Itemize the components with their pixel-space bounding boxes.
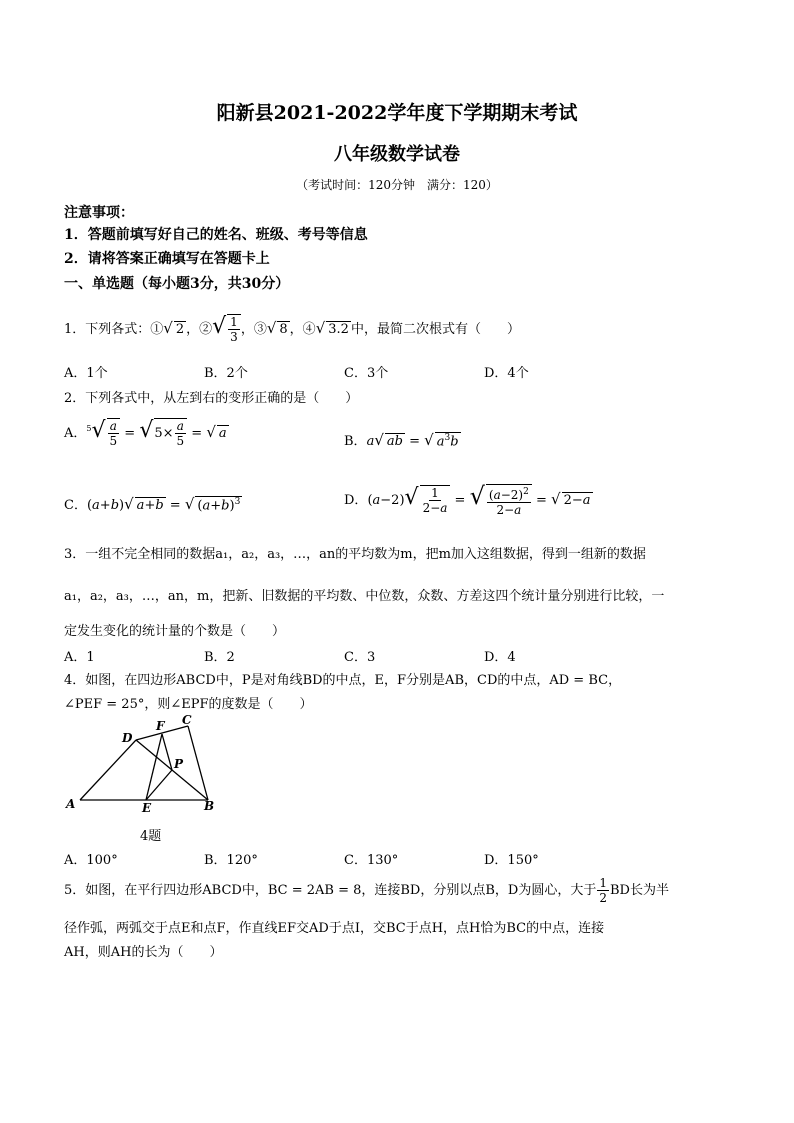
q1-sep-2: ，②	[186, 322, 213, 337]
q3-option-c: C．3	[344, 650, 376, 665]
q1-radical-1: 2	[175, 322, 185, 337]
q2-option-c: C．(a+b)√ a+b = √ $(a+b)^3$	[64, 495, 241, 513]
q1-option-b: B．2个	[204, 366, 248, 381]
label-d: D	[122, 731, 133, 745]
q1-stem-prefix: 1．下列各式：①	[64, 322, 164, 337]
segment-bc	[188, 726, 208, 800]
q1-option-a: A．1个	[64, 366, 108, 381]
q2-option-c-label: C．	[64, 498, 87, 513]
q1-radical-4: 3.2	[328, 322, 349, 337]
q4-option-d: D．150°	[484, 853, 539, 868]
q2-option-d: D．(a−2)√ $\frac{1}{2-a}$ = √ $\frac{(a-2)^2}{2-a}$ = √ 2−a	[344, 482, 591, 517]
notes-heading: 注意事项：	[64, 205, 134, 221]
q5-line-1-post: BD长为半	[609, 883, 669, 898]
q3-option-d: D．4	[484, 650, 516, 665]
q2-option-b-label: B．	[344, 434, 367, 449]
q1-sep-3: ，③	[240, 322, 267, 337]
label-e: E	[142, 801, 152, 815]
q1-option-d: D．4个	[484, 366, 529, 381]
label-b: B	[204, 799, 215, 813]
label-p: P	[174, 757, 184, 771]
q4-option-c: C．130°	[344, 853, 399, 868]
segment-fp	[162, 734, 172, 770]
q1-option-c: C．3个	[344, 366, 389, 381]
q4-line-2: ∠PEF = 25°，则∠EPF的度数是（ ）	[64, 697, 313, 712]
q2-option-a-label: A．	[64, 426, 87, 441]
q5-line-1-pre: 5．如图，在平行四边形ABCD中，BC = 2AB = 8，连接BD，分别以点B，D为圆心，大于	[64, 883, 597, 898]
q4-quadrilateral-figure	[64, 712, 234, 842]
q5-line-2: 径作弧，两弧交于点E和点F，作直线EF交AD于点I，交BC于点H，点H恰为BC的中点，连接	[64, 921, 605, 936]
question-1: 1．下列各式：①√ 2 ，②√ $\frac{1}{3}$ ，③√ 8 ，④√ 3.2 中，最简二次根式有（ ）	[64, 314, 520, 344]
q3-option-b: B．2	[204, 650, 235, 665]
q1-radical-2-num: 1	[230, 315, 238, 329]
exam-title: 阳新县2021-2022学年度下学期期末考试	[216, 102, 578, 124]
q2-option-a: A．$^5$√ $\frac{a}{5}$ = √5× $\frac{a}{5}$ = √ a	[64, 418, 227, 448]
q2-option-b: B．a√ ab = √ $a^3b$	[344, 431, 459, 449]
segment-da	[80, 740, 136, 800]
q4-line-1: 4．如图，在四边形ABCD中，P是对角线BD的中点，E，F分别是AB，CD的中点，AD = BC，	[64, 673, 622, 688]
q2-option-d-label: D．	[344, 493, 368, 508]
note-item-2: 2．请将答案正确填写在答题卡上	[64, 251, 270, 267]
q1-radical-3: 8	[279, 322, 288, 337]
exam-subtitle: 八年级数学试卷	[334, 144, 460, 165]
q5-line-1	[64, 876, 669, 905]
q4-option-b: B．120°	[204, 853, 258, 868]
q1-stem-suffix: 中，最简二次根式有（ ）	[350, 322, 520, 337]
label-a: A	[66, 797, 76, 811]
exam-info: （考试时间：120分钟 满分：120）	[296, 178, 498, 192]
q5-frac-den: 2	[599, 891, 607, 905]
q5-frac-num: 1	[599, 876, 607, 890]
q3-option-a: A．1	[64, 650, 95, 665]
question-2: 2．下列各式中，从左到右的变形正确的是（ ）	[64, 391, 359, 406]
label-c: C	[182, 713, 192, 727]
q1-radical-2-den: 3	[230, 330, 238, 344]
q5-line-3: AH，则AH的长为（ ）	[64, 945, 223, 960]
q3-line-3: 定发生变化的统计量的个数是（ ）	[64, 624, 286, 639]
note-item-1: 1．答题前填写好自己的姓名、班级、考号等信息	[64, 227, 368, 243]
q3-line-2: a₁，a₂，a₃，…，an，m，把新、旧数据的平均数、中位数，众数、方差这四个统计量分别进行比较，一	[64, 589, 665, 604]
section-1-heading: 一、单选题（每小题3分，共30分）	[64, 276, 290, 292]
q4-option-a: A．100°	[64, 853, 118, 868]
label-f: F	[156, 719, 165, 733]
q1-sep-4: ，④	[289, 322, 316, 337]
q4-figure-caption: 4题	[140, 829, 162, 844]
q3-line-1: 3．一组不完全相同的数据a₁，a₂，a₃，…，an的平均数为m，把m加入这组数据，得到一组新的数据	[64, 547, 646, 562]
